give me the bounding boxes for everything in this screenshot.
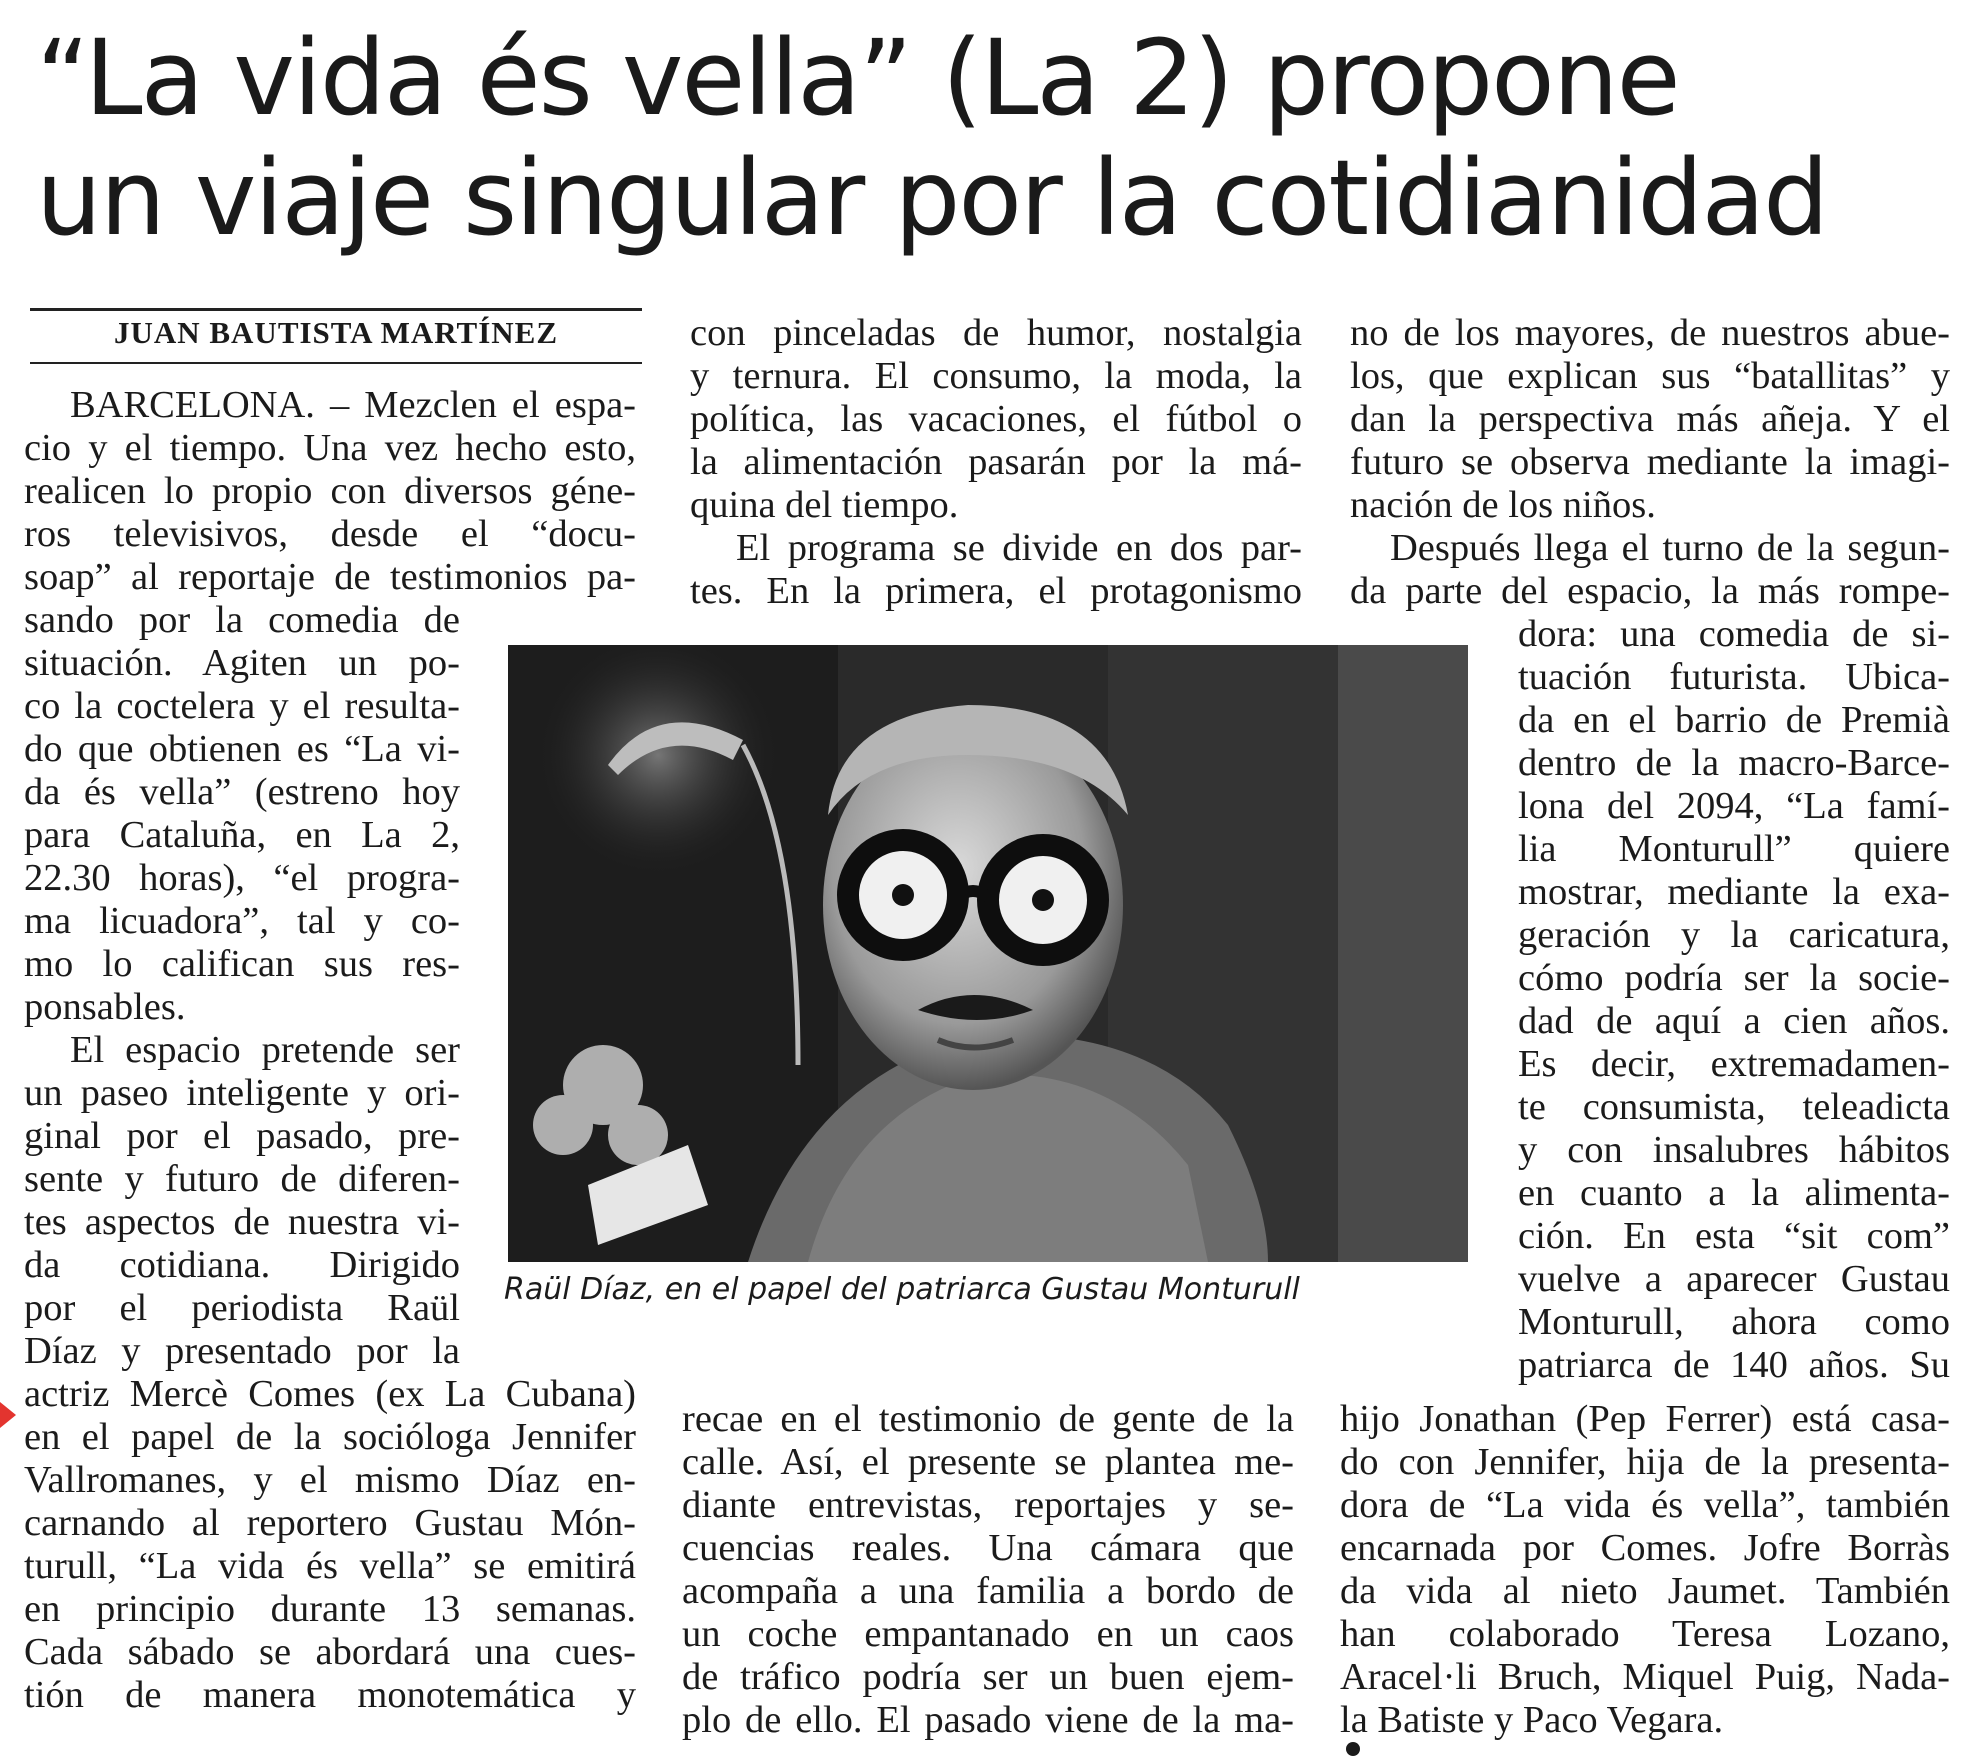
col3-line: tuación futurista. Ubica- bbox=[1518, 656, 1950, 698]
col1-line: ros televisivos, desde el “docu- bbox=[24, 513, 636, 555]
col3-line: da parte del espacio, la más rompe- bbox=[1350, 570, 1950, 612]
col1-line: sente y futuro de diferen- bbox=[24, 1158, 460, 1200]
col1-line: El espacio pretende ser bbox=[70, 1029, 460, 1071]
byline-rule-bottom bbox=[30, 362, 642, 364]
col1-line: co la coctelera y el resulta- bbox=[24, 685, 460, 727]
col3-line: dan la perspectiva más añeja. Y el bbox=[1350, 398, 1950, 440]
photo-raul-diaz bbox=[508, 645, 1468, 1262]
col3-line: te consumista, teleadicta bbox=[1518, 1086, 1950, 1128]
col3-line: cómo podría ser la socie- bbox=[1518, 957, 1950, 999]
col2-line: con pinceladas de humor, nostalgia bbox=[690, 312, 1302, 354]
col2-line: tes. En la primera, el protagonismo bbox=[690, 570, 1302, 612]
col1-line: BARCELONA. – Mezclen el espa- bbox=[70, 384, 636, 426]
col1-line: ginal por el pasado, pre- bbox=[24, 1115, 460, 1157]
column-2-top bbox=[690, 312, 1302, 613]
column-3-narrow bbox=[1518, 613, 1950, 1387]
col1-line: para Cataluña, en La 2, bbox=[24, 814, 460, 856]
col1-line: do que obtienen es “La vi- bbox=[24, 728, 460, 770]
headline-line-2: un viaje singular por la cotidianidad bbox=[36, 137, 1828, 259]
column-2-bottom bbox=[682, 1398, 1294, 1742]
col2-line: un coche empantanado en un caos bbox=[682, 1613, 1294, 1655]
col2-line: y ternura. El consumo, la moda, la bbox=[690, 355, 1302, 397]
col1-line: Cada sábado se abordará una cues- bbox=[24, 1631, 636, 1673]
col2-line: cuencias reales. Una cámara que bbox=[682, 1527, 1294, 1569]
col1-line: turull, “La vida és vella” se emitirá bbox=[24, 1545, 636, 1587]
end-of-article-dot bbox=[1346, 1742, 1360, 1756]
col3-line: do con Jennifer, hija de la presenta- bbox=[1340, 1441, 1950, 1483]
col1-line: en el papel de la socióloga Jennifer bbox=[24, 1416, 636, 1458]
col1-line: cio y el tiempo. Una vez hecho esto, bbox=[24, 427, 636, 469]
col3-last-line bbox=[1340, 1699, 1950, 1756]
col3-line: dentro de la macro-Barce- bbox=[1518, 742, 1950, 784]
col1-line: actriz Mercè Comes (ex La Cubana) bbox=[24, 1373, 636, 1415]
photo-illustration bbox=[508, 645, 1468, 1262]
col3-line: ción. En esta “sit com” bbox=[1518, 1215, 1950, 1257]
col1-line: soap” al reportaje de testimonios pa- bbox=[24, 556, 636, 598]
col2-line: El programa se divide en dos par- bbox=[736, 527, 1302, 569]
byline-rule-top bbox=[30, 308, 642, 311]
col3-line: Es decir, extremadamen- bbox=[1518, 1043, 1950, 1085]
headline bbox=[36, 18, 1916, 258]
col1-line: da és vella” (estreno hoy bbox=[24, 771, 460, 813]
col3-line: vuelve a aparecer Gustau bbox=[1518, 1258, 1950, 1300]
col3-line: da en el barrio de Premià bbox=[1518, 699, 1950, 741]
col3-line: dora: una comedia de si- bbox=[1518, 613, 1950, 655]
col3-line: hijo Jonathan (Pep Ferrer) está casa- bbox=[1340, 1398, 1950, 1440]
col3-line: no de los mayores, de nuestros abue- bbox=[1350, 312, 1950, 354]
col3-line: futuro se observa mediante la imagi- bbox=[1350, 441, 1950, 483]
photo-caption: Raül Díaz, en el papel del patriarca Gustau Monturull bbox=[504, 1272, 1300, 1307]
col2-line: recae en el testimonio de gente de la bbox=[682, 1398, 1294, 1440]
col3-line: lona del 2094, “La famí- bbox=[1518, 785, 1950, 827]
col3-line: lia Monturull” quiere bbox=[1518, 828, 1950, 870]
col3-line: la Batiste y Paco Vegara. bbox=[1340, 1699, 1724, 1741]
col3-line: han colaborado Teresa Lozano, bbox=[1340, 1613, 1950, 1655]
col3-line: patriarca de 140 años. Su bbox=[1518, 1344, 1950, 1386]
col1-line: da cotidiana. Dirigido bbox=[24, 1244, 460, 1286]
col2-line: de tráfico podría ser un buen ejem- bbox=[682, 1656, 1294, 1698]
byline: JUAN BAUTISTA MARTÍNEZ bbox=[113, 315, 559, 350]
red-arrow-marker bbox=[0, 1402, 16, 1428]
col1-line: un paseo inteligente y ori- bbox=[24, 1072, 460, 1114]
col1-line: Díaz y presentado por la bbox=[24, 1330, 460, 1372]
col1-line: mo lo califican sus res- bbox=[24, 943, 460, 985]
col2-line: acompaña a una familia a bordo de bbox=[682, 1570, 1294, 1612]
col2-line: calle. Así, el presente se plantea me- bbox=[682, 1441, 1294, 1483]
col1-line: 22.30 horas), “el progra- bbox=[24, 857, 460, 899]
col1-line: ma licuadora”, tal y co- bbox=[24, 900, 460, 942]
col3-line: dad de aquí a cien años. bbox=[1518, 1000, 1950, 1042]
col3-line: dora de “La vida és vella”, también bbox=[1340, 1484, 1950, 1526]
col1-line: ponsables. bbox=[24, 986, 186, 1028]
col1-line: tión de manera monotemática y bbox=[24, 1674, 636, 1716]
col3-line: los, que explican sus “batallitas” y bbox=[1350, 355, 1950, 397]
col1-line: por el periodista Raül bbox=[24, 1287, 460, 1329]
col1-line: realicen lo propio con diversos géne- bbox=[24, 470, 636, 512]
headline-line-1: “La vida és vella” (La 2) propone bbox=[36, 17, 1679, 139]
col3-line: Aracel·li Bruch, Miquel Puig, Nada- bbox=[1340, 1656, 1950, 1698]
col1-line: en principio durante 13 semanas. bbox=[24, 1588, 636, 1630]
col3-line: geración y la caricatura, bbox=[1518, 914, 1950, 956]
col3-line: mostrar, mediante la exa- bbox=[1518, 871, 1950, 913]
col3-line: nación de los niños. bbox=[1350, 484, 1656, 526]
column-3-bottom bbox=[1340, 1398, 1950, 1756]
col3-line: Después llega el turno de la segun- bbox=[1390, 527, 1950, 569]
col3-line: da vida al nieto Jaumet. También bbox=[1340, 1570, 1950, 1612]
col1-line: carnando al reportero Gustau Món- bbox=[24, 1502, 636, 1544]
col3-line: y con insalubres hábitos bbox=[1518, 1129, 1950, 1171]
col3-line: encarnada por Comes. Jofre Borràs bbox=[1340, 1527, 1950, 1569]
col2-line: política, las vacaciones, el fútbol o bbox=[690, 398, 1302, 440]
col1-line: sando por la comedia de bbox=[24, 599, 460, 641]
col2-line: la alimentación pasarán por la má- bbox=[690, 441, 1302, 483]
col2-line: quina del tiempo. bbox=[690, 484, 959, 526]
column-3-top bbox=[1350, 312, 1950, 613]
col3-line: en cuanto a la alimenta- bbox=[1518, 1172, 1950, 1214]
col1-line: Vallromanes, y el mismo Díaz en- bbox=[24, 1459, 636, 1501]
col3-line: Monturull, ahora como bbox=[1518, 1301, 1950, 1343]
col1-line: tes aspectos de nuestra vi- bbox=[24, 1201, 460, 1243]
col2-line: plo de ello. El pasado viene de la ma- bbox=[682, 1699, 1294, 1741]
col1-line: situación. Agiten un po- bbox=[24, 642, 460, 684]
col2-line: diante entrevistas, reportajes y se- bbox=[682, 1484, 1294, 1526]
